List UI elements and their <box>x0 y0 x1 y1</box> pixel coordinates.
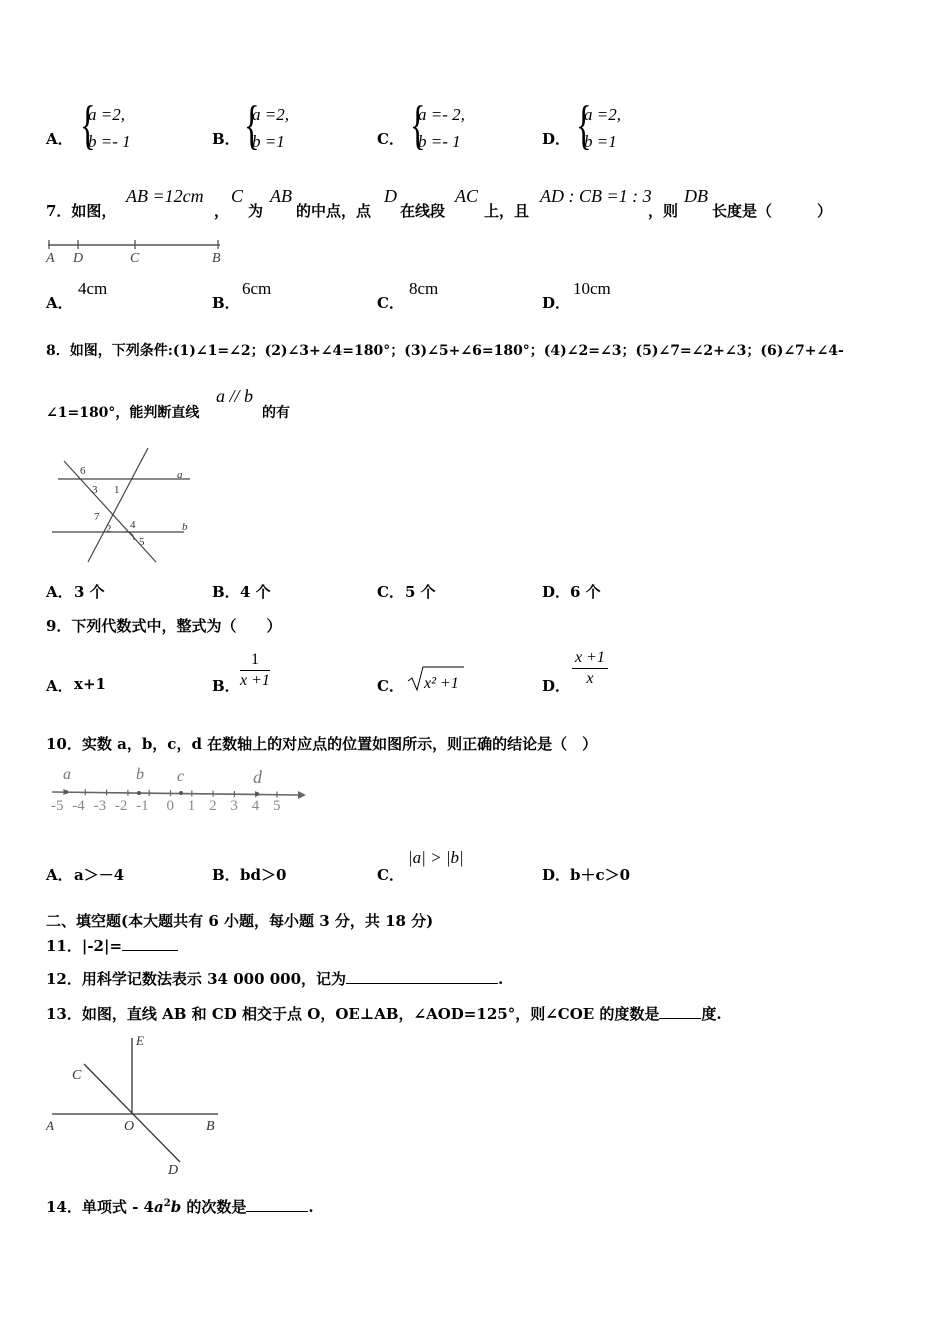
q7-text-8: 长度是（ ） <box>712 202 833 220</box>
q13-row <box>46 1003 722 1024</box>
q7-option-b-letter: B． <box>212 294 240 312</box>
q6-a-line1: a =2, <box>88 105 125 124</box>
q8-parallel-lines-figure <box>44 444 194 569</box>
q6-c-line1: a =- 2, <box>418 105 465 124</box>
number-line <box>52 792 298 795</box>
q8-text-line1: 8．如图，下列条件:(1)∠1=∠2；(2)∠3+∠4=180°；(3)∠5+∠6=180°；(4)∠2=∠3；(5)∠7=∠2+∠3；(6)∠7+∠4- <box>46 343 844 359</box>
point-a <box>64 790 68 794</box>
q7-text-5: 在线段 <box>400 202 446 220</box>
q7-math-ab2: AB <box>270 186 292 206</box>
label-1: 1 <box>114 484 120 496</box>
q13-suffix: 度. <box>701 1005 722 1023</box>
q10-number-line-figure <box>44 762 306 818</box>
label-3: 3 <box>92 484 98 496</box>
q7-option-a-value: 4cm <box>78 279 108 298</box>
q7-option-c-letter: C． <box>377 294 404 312</box>
q6-c-line2: b =- 1 <box>418 132 461 151</box>
q10-option-c-letter: C． <box>377 866 404 884</box>
label-d: D <box>73 251 84 266</box>
q10-option-c-value: |a| > |b| <box>408 848 464 867</box>
tick-label: -5 <box>51 798 64 814</box>
point-label-a: a <box>63 766 71 783</box>
q7-math-d: D <box>384 186 397 206</box>
q12-text: 12．用科学记数法表示 34 000 000，记为 <box>46 970 347 988</box>
label-2: 2 <box>106 523 112 535</box>
brace-icon: { <box>80 95 96 155</box>
q14-exponent: 2 <box>163 1198 171 1209</box>
answer-blank[interactable] <box>659 1004 701 1019</box>
q9-sqrt-c <box>406 664 468 694</box>
q8-text-line2b: 的有 <box>262 405 290 421</box>
q11-text: 11．|-2|= <box>46 937 123 955</box>
q8-option-b-letter: B． <box>212 583 240 601</box>
q7-text-1: 7．如图， <box>46 202 117 220</box>
q7-math-ab: AB =12cm <box>126 186 204 206</box>
q9-option-b-letter: B． <box>212 677 240 695</box>
tick-label: 2 <box>209 798 217 814</box>
tick-label: 5 <box>273 798 281 814</box>
label-b: B <box>212 251 221 266</box>
fraction-denominator: x <box>586 670 594 687</box>
q9-fraction-b <box>240 650 270 691</box>
point-b <box>137 791 141 795</box>
q7-text-4: 的中点，点 <box>296 202 372 220</box>
q6-option-b-letter: B． <box>212 130 240 148</box>
label-6: 6 <box>80 465 86 477</box>
q6-a-line2: b =- 1 <box>88 132 131 151</box>
tick-label: -4 <box>72 798 85 814</box>
q7-text-3: 为 <box>248 202 264 220</box>
q7-option-d-value: 10cm <box>573 279 611 298</box>
brace-icon: { <box>244 95 260 155</box>
q7-math-ac: AC <box>455 186 479 206</box>
label-b: B <box>206 1119 215 1134</box>
section-heading: 二、填空题(本大题共有 6 小题，每小题 3 分，共 18 分) <box>46 912 434 930</box>
q14-text-2: 的次数是 <box>181 1198 247 1216</box>
q10-option-d-letter: D． <box>542 866 571 884</box>
sqrt-content: x² +1 <box>424 675 459 692</box>
q10-option-d-value: b＋c＞0 <box>570 866 631 884</box>
brace-icon: { <box>576 95 592 155</box>
q7-option-b-value: 6cm <box>242 279 272 298</box>
point-c <box>179 791 183 795</box>
tick-label: 3 <box>230 798 238 814</box>
q8-option-c-value: 5 个 <box>405 583 436 601</box>
point-label-d: d <box>253 767 262 787</box>
q9-fraction-d <box>572 648 608 689</box>
label-c: C <box>72 1068 82 1083</box>
q8-option-d-letter: D． <box>542 583 571 601</box>
q9-text: 9．下列代数式中，整式为（ ） <box>46 617 282 635</box>
tick-label: 1 <box>187 798 196 814</box>
q8-option-c-letter: C． <box>377 583 404 601</box>
brace-icon: { <box>410 95 426 155</box>
q6-b-line2: b =1 <box>252 132 285 151</box>
q7-segment-figure <box>44 236 229 266</box>
q7-math-ratio: AD : CB =1 : 3 <box>540 186 652 206</box>
q7-text-6: 上，且 <box>484 202 530 220</box>
tick-label: -1 <box>136 798 149 814</box>
q6-option-a-letter: A． <box>46 130 73 148</box>
answer-blank[interactable] <box>122 936 178 951</box>
label-a: a <box>177 469 183 481</box>
q12-period: . <box>498 970 504 988</box>
q9-option-d-letter: D． <box>542 677 571 695</box>
fraction-numerator: 1 <box>240 650 270 671</box>
q14-variable-a: a <box>153 1198 164 1216</box>
q10-option-a-letter: A． <box>46 866 73 884</box>
label-b: b <box>182 521 188 533</box>
fraction-numerator: x +1 <box>572 648 608 669</box>
q14-text: 14．单项式 - 4 <box>46 1198 154 1216</box>
q10-option-b-letter: B． <box>212 866 240 884</box>
q13-intersecting-lines-figure <box>44 1032 224 1180</box>
q14-variable-b: b <box>170 1198 182 1216</box>
label-5: 5 <box>139 536 145 548</box>
q9-option-a-letter: A． <box>46 677 73 695</box>
point-d <box>255 792 259 796</box>
label-c: C <box>130 251 140 266</box>
tick-label: -3 <box>93 798 107 814</box>
fraction-denominator: x +1 <box>240 672 270 689</box>
q8-option-a-value: 3 个 <box>74 583 105 601</box>
q7-math-db: DB <box>684 186 708 206</box>
q7-text-2: ， <box>214 202 230 220</box>
q10-option-a-value: a＞－4 <box>74 866 125 884</box>
answer-blank[interactable] <box>346 969 498 984</box>
tick-label: 4 <box>251 798 260 814</box>
arrow-icon <box>298 791 306 799</box>
q7-option-d-letter: D． <box>542 294 571 312</box>
answer-blank[interactable] <box>246 1197 308 1212</box>
label-o: O <box>124 1119 135 1134</box>
q7-math-c: C <box>231 186 244 206</box>
q11-row <box>46 935 178 956</box>
label-e: E <box>136 1033 144 1048</box>
q8-math-parallel: a // b <box>216 386 254 406</box>
q7-option-c-value: 8cm <box>409 279 439 298</box>
q8-option-d-value: 6 个 <box>570 583 601 601</box>
label-a: A <box>46 251 55 266</box>
q6-d-line2: b =1 <box>584 132 617 151</box>
label-d: D <box>168 1163 179 1178</box>
tick-label: -2 <box>114 798 128 814</box>
q14-row <box>46 1196 314 1217</box>
q8-option-b-value: 4 个 <box>240 583 271 601</box>
q7-text-7: ，则 <box>648 202 679 220</box>
point-label-c: c <box>177 768 185 785</box>
q6-option-d-letter: D． <box>542 130 571 148</box>
q6-b-line1: a =2, <box>252 105 289 124</box>
label-a: A <box>46 1118 54 1133</box>
q8-text-line2a: ∠1=180°，能判断直线 <box>46 405 200 421</box>
label-4: 4 <box>130 519 136 531</box>
q6-option-c-letter: C． <box>377 130 404 148</box>
q14-period: . <box>308 1198 314 1216</box>
point-label-b: b <box>136 766 144 783</box>
q9-option-a-value: x+1 <box>74 675 106 693</box>
q8-option-a-letter: A． <box>46 583 73 601</box>
q12-row <box>46 968 503 989</box>
label-7: 7 <box>94 511 100 523</box>
q13-text: 13．如图，直线 AB 和 CD 相交于点 O，OE⊥AB，∠AOD=125°，则∠COE 的度数是 <box>46 1005 660 1023</box>
q7-option-a-letter: A． <box>46 294 73 312</box>
q10-option-b-value: bd＞0 <box>240 866 287 884</box>
q10-text: 10．实数 a，b，c，d 在数轴上的对应点的位置如图所示，则正确的结论是（ ） <box>46 735 598 753</box>
q6-d-line1: a =2, <box>584 105 621 124</box>
q9-option-c-letter: C． <box>377 677 404 695</box>
tick-label: 0 <box>166 798 174 814</box>
